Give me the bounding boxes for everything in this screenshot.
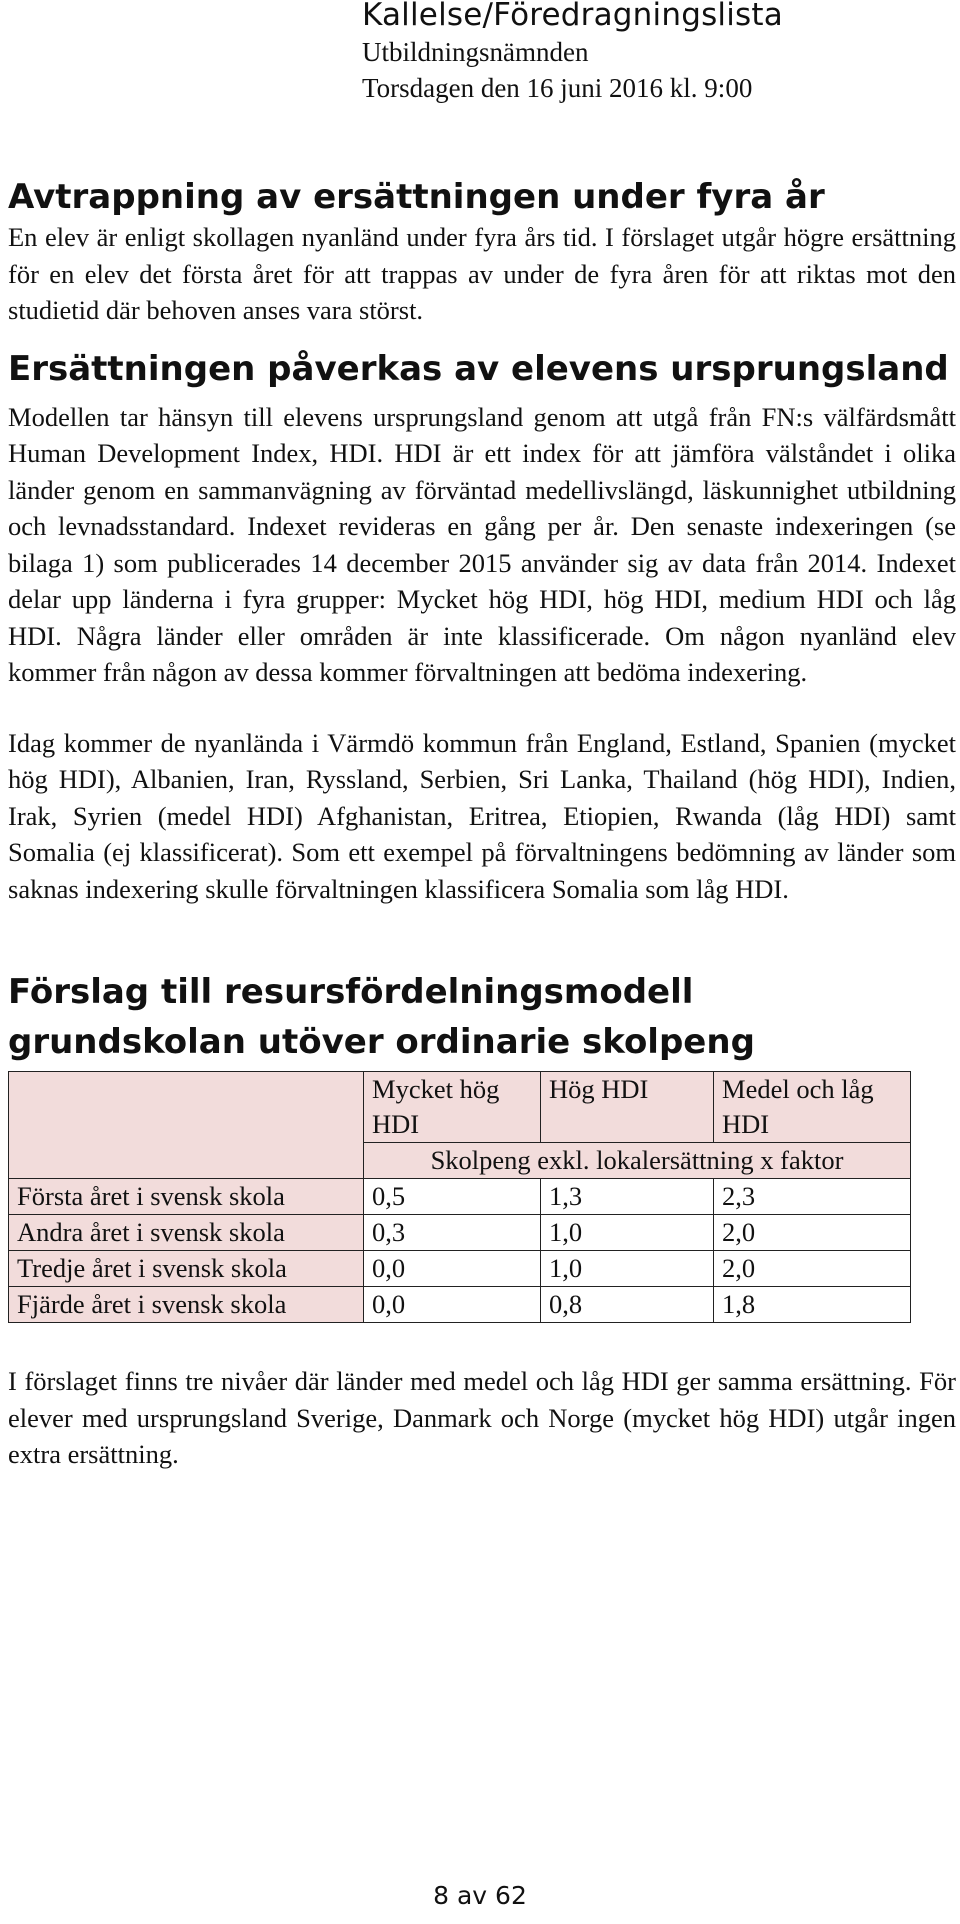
paragraph-forslaget: I förslaget finns tre nivåer där länder med medel och låg HDI ger samma ersättning. För elever med ursprungsland Sverige, Danmark och Norge (mycket hög HDI) utgår ingen extra ersättning. <box>8 1366 956 1469</box>
paragraph-avtrappning: En elev är enligt skollagen nyanländ under fyra års tid. I förslaget utgår högre ersättning för en elev det första året för att trappas av under de fyra åren för att riktas mot den studietid där behoven anses vara störst. <box>8 222 956 325</box>
paragraph-countries: Idag kommer de nyanlända i Värmdö kommun från England, Estland, Spanien (mycket hög HDI), Albanien, Iran, Ryssland, Serbien, Sri Lanka, Thailand (hög HDI), Indien, Irak, Syrien (medel HDI) Afghanistan, Eritrea, Etiopien, Rwanda (låg HDI) samt Somalia (ej klassificerat). Som ett exempel på förvaltningens bedömning av länder som saknas indexering skulle förvaltningen klassificera Somalia som låg HDI. <box>8 727 956 904</box>
table-row-label: Andra året i svensk skola <box>9 1215 364 1251</box>
table-cell: 2,0 <box>714 1251 911 1287</box>
table-row-label: Första året i svensk skola <box>9 1179 364 1215</box>
table-cell: 1,8 <box>714 1287 911 1323</box>
table-subheader: Skolpeng exkl. lokalersättning x faktor <box>364 1143 911 1179</box>
heading-avtrappning: Avtrappning av ersättningen under fyra år <box>8 177 825 217</box>
paragraph-hdi: Modellen tar hänsyn till elevens ursprungsland genom att utgå från FN:s välfärdsmått Human Development Index, HDI. HDI är ett index för att jämföra välståndet i olika länder genom en sammanvägning av förväntad medellivslängd, läskunnighet utbildning och levnadsstandard. Indexet revideras en gång per år. Den senaste indexeringen (se bilaga 1) som publicerades 14 december 2015 använder sig av data från 2014. Indexet delar upp länderna i fyra grupper: Mycket hög HDI, hög HDI, medium HDI och låg HDI. Några länder eller områden är inte klassificerade. Om någon nyanländ elev kommer från någon av dessa kommer förvaltningen att bedöma indexering. <box>8 401 956 687</box>
table-row <box>9 1179 911 1215</box>
meeting-date: Torsdagen den 16 juni 2016 kl. 9:00 <box>362 73 753 103</box>
compensation-table <box>8 1071 911 1323</box>
table-row-label: Fjärde året i svensk skola <box>9 1287 364 1323</box>
table-column-header: Hög HDI <box>541 1072 714 1143</box>
table-cell: 0,0 <box>364 1251 541 1287</box>
document-title: Kallelse/Föredragningslista <box>362 0 783 33</box>
table-cell: 1,3 <box>541 1179 714 1215</box>
table-cell: 0,3 <box>364 1215 541 1251</box>
table-cell: 1,0 <box>541 1215 714 1251</box>
document-body <box>8 175 956 1473</box>
table-cell: 2,0 <box>714 1215 911 1251</box>
document-header <box>362 0 942 106</box>
table-column-header: Medel och låg HDI <box>714 1072 911 1143</box>
table-cell: 0,5 <box>364 1179 541 1215</box>
table-column-header: Mycket hög HDI <box>364 1072 541 1143</box>
table-cell: 2,3 <box>714 1179 911 1215</box>
page-number: 8 av 62 <box>433 1881 527 1910</box>
table-cell: 0,0 <box>364 1287 541 1323</box>
table-row <box>9 1215 911 1251</box>
heading-ursprungsland: Ersättningen påverkas av elevens ursprungsland <box>8 348 949 389</box>
table-row-label: Tredje året i svensk skola <box>9 1251 364 1287</box>
table-row <box>9 1251 911 1287</box>
table-header-row <box>9 1072 911 1143</box>
table-corner-cell <box>9 1072 364 1179</box>
committee-name: Utbildningsnämnden <box>362 37 589 67</box>
table-cell: 1,0 <box>541 1251 714 1287</box>
table-cell: 0,8 <box>541 1287 714 1323</box>
heading-forslag: Förslag till resursfördelningsmodell grundskolan utöver ordinarie skolpeng <box>8 972 755 1062</box>
table-row <box>9 1287 911 1323</box>
